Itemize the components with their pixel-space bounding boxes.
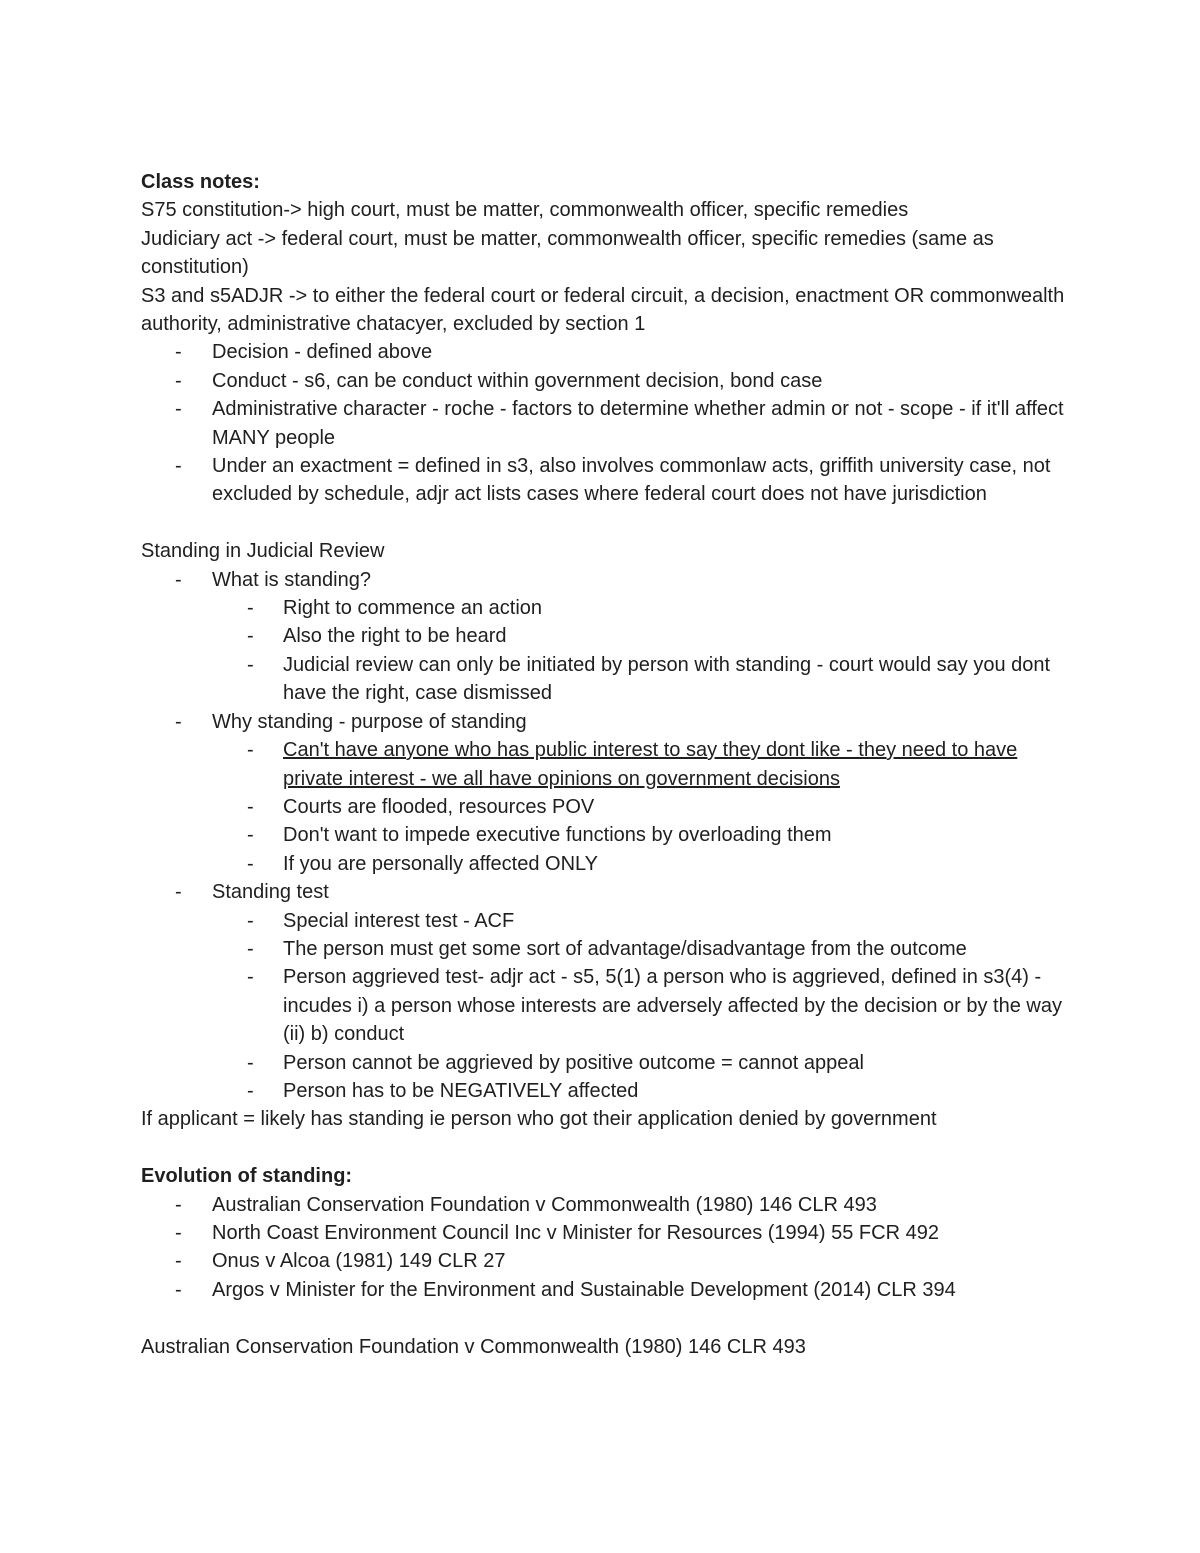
bullet-dash: - bbox=[175, 369, 182, 392]
bullet-dash: - bbox=[247, 966, 254, 989]
paragraph-s75: S75 constitution-> high court, must be matter, commonwealth officer, specific remedies bbox=[141, 199, 909, 222]
bullet-dash: - bbox=[175, 881, 182, 904]
bullet-dash: - bbox=[175, 710, 182, 733]
bullet-dash: - bbox=[175, 398, 182, 421]
bullet-dash: - bbox=[175, 1250, 182, 1273]
bullet-dash: - bbox=[247, 937, 254, 960]
class-notes-heading: Class notes: bbox=[141, 171, 260, 193]
underlined-text: Can't have anyone who has public interest to say they dont like - they need to have private interest - we all have opinions on government decisions bbox=[283, 739, 1018, 790]
list-item: - Onus v Alcoa (1981) 149 CLR 27 bbox=[141, 1247, 1071, 1275]
list-item: - Person has to be NEGATIVELY affected bbox=[141, 1077, 1071, 1105]
list-item: - Person aggrieved test- adjr act - s5, 5(1) a person who is aggrieved, defined in s3(4) - incudes i) a person whose interests are adversely affected by the decision or by the way (ii) b) conduct bbox=[141, 963, 1071, 1048]
bullet-dash: - bbox=[175, 568, 182, 591]
bullet-dash: - bbox=[175, 1278, 182, 1301]
bullet-dash: - bbox=[247, 739, 254, 762]
list-item: - Decision - defined above bbox=[141, 338, 1071, 366]
paragraph-adjr: S3 and s5ADJR -> to either the federal court or federal circuit, a decision, enactment OR commonwealth authority, administrative chatacyer, excluded by section 1 bbox=[141, 284, 1065, 336]
bullet-dash: - bbox=[175, 1222, 182, 1244]
list-item: - Conduct - s6, can be conduct within government decision, bond case bbox=[141, 367, 1071, 395]
list-item: - Right to commence an action bbox=[141, 594, 1071, 622]
list-item: - Person cannot be aggrieved by positive outcome = cannot appeal bbox=[141, 1049, 1071, 1077]
bullet-dash: - bbox=[175, 1193, 182, 1216]
list-item: - Why standing - purpose of standing bbox=[141, 708, 1071, 736]
bullet-dash: - bbox=[247, 852, 254, 875]
list-item: - North Coast Environment Council Inc v Minister for Resources (1994) 55 FCR 492 bbox=[141, 1219, 1071, 1247]
paragraph-judiciary-act: Judiciary act -> federal court, must be matter, commonwealth officer, specific remedies (same as constitution) bbox=[141, 227, 994, 279]
list-item: - Judicial review can only be initiated by person with standing - court would say you dont have the right, case dismissed bbox=[141, 651, 1071, 708]
spacer bbox=[141, 509, 1071, 537]
evolution-heading: Evolution of standing: bbox=[141, 1165, 353, 1188]
document-page bbox=[141, 168, 1071, 1361]
bullet-dash: - bbox=[175, 455, 182, 478]
spacer bbox=[141, 1134, 1071, 1162]
bullet-dash: - bbox=[247, 653, 254, 676]
list-item: - Australian Conservation Foundation v Commonwealth (1980) 146 CLR 493 bbox=[141, 1191, 1071, 1219]
bullet-dash: - bbox=[247, 909, 254, 932]
bullet-dash: - bbox=[247, 597, 254, 620]
list-item: - Don't want to impede executive functions by overloading them bbox=[141, 821, 1071, 849]
list-item: - What is standing? bbox=[141, 566, 1071, 594]
list-item: - Administrative character - roche - factors to determine whether admin or not - scope - if it'll affect MANY people bbox=[141, 395, 1071, 452]
adjr-list bbox=[141, 338, 1071, 508]
list-item: - Standing test bbox=[141, 878, 1071, 906]
bullet-dash: - bbox=[247, 824, 254, 847]
bullet-dash: - bbox=[247, 625, 254, 648]
spacer bbox=[141, 1304, 1071, 1332]
acf-case-heading: Australian Conservation Foundation v Commonwealth (1980) 146 CLR 493 bbox=[141, 1335, 806, 1358]
bullet-dash: - bbox=[247, 1079, 254, 1102]
list-item: - Also the right to be heard bbox=[141, 622, 1071, 650]
bullet-dash: - bbox=[175, 341, 182, 364]
list-item: - Special interest test - ACF bbox=[141, 907, 1071, 935]
list-item: - Under an exactment = defined in s3, also involves commonlaw acts, griffith university case, not excluded by schedule, adjr act lists cases where federal court does not have jurisdiction bbox=[141, 452, 1071, 509]
list-item: - Courts are flooded, resources POV bbox=[141, 793, 1071, 821]
standing-heading: Standing in Judicial Review bbox=[141, 540, 385, 563]
list-item: - Argos v Minister for the Environment and Sustainable Development (2014) CLR 394 bbox=[141, 1276, 1071, 1304]
applicant-line: If applicant = likely has standing ie person who got their application denied by government bbox=[141, 1108, 937, 1131]
list-item: - If you are personally affected ONLY bbox=[141, 850, 1071, 878]
bullet-dash: - bbox=[247, 1051, 254, 1074]
list-item: - The person must get some sort of advantage/disadvantage from the outcome bbox=[141, 935, 1071, 963]
list-item bbox=[141, 736, 1071, 793]
bullet-dash: - bbox=[247, 795, 254, 818]
